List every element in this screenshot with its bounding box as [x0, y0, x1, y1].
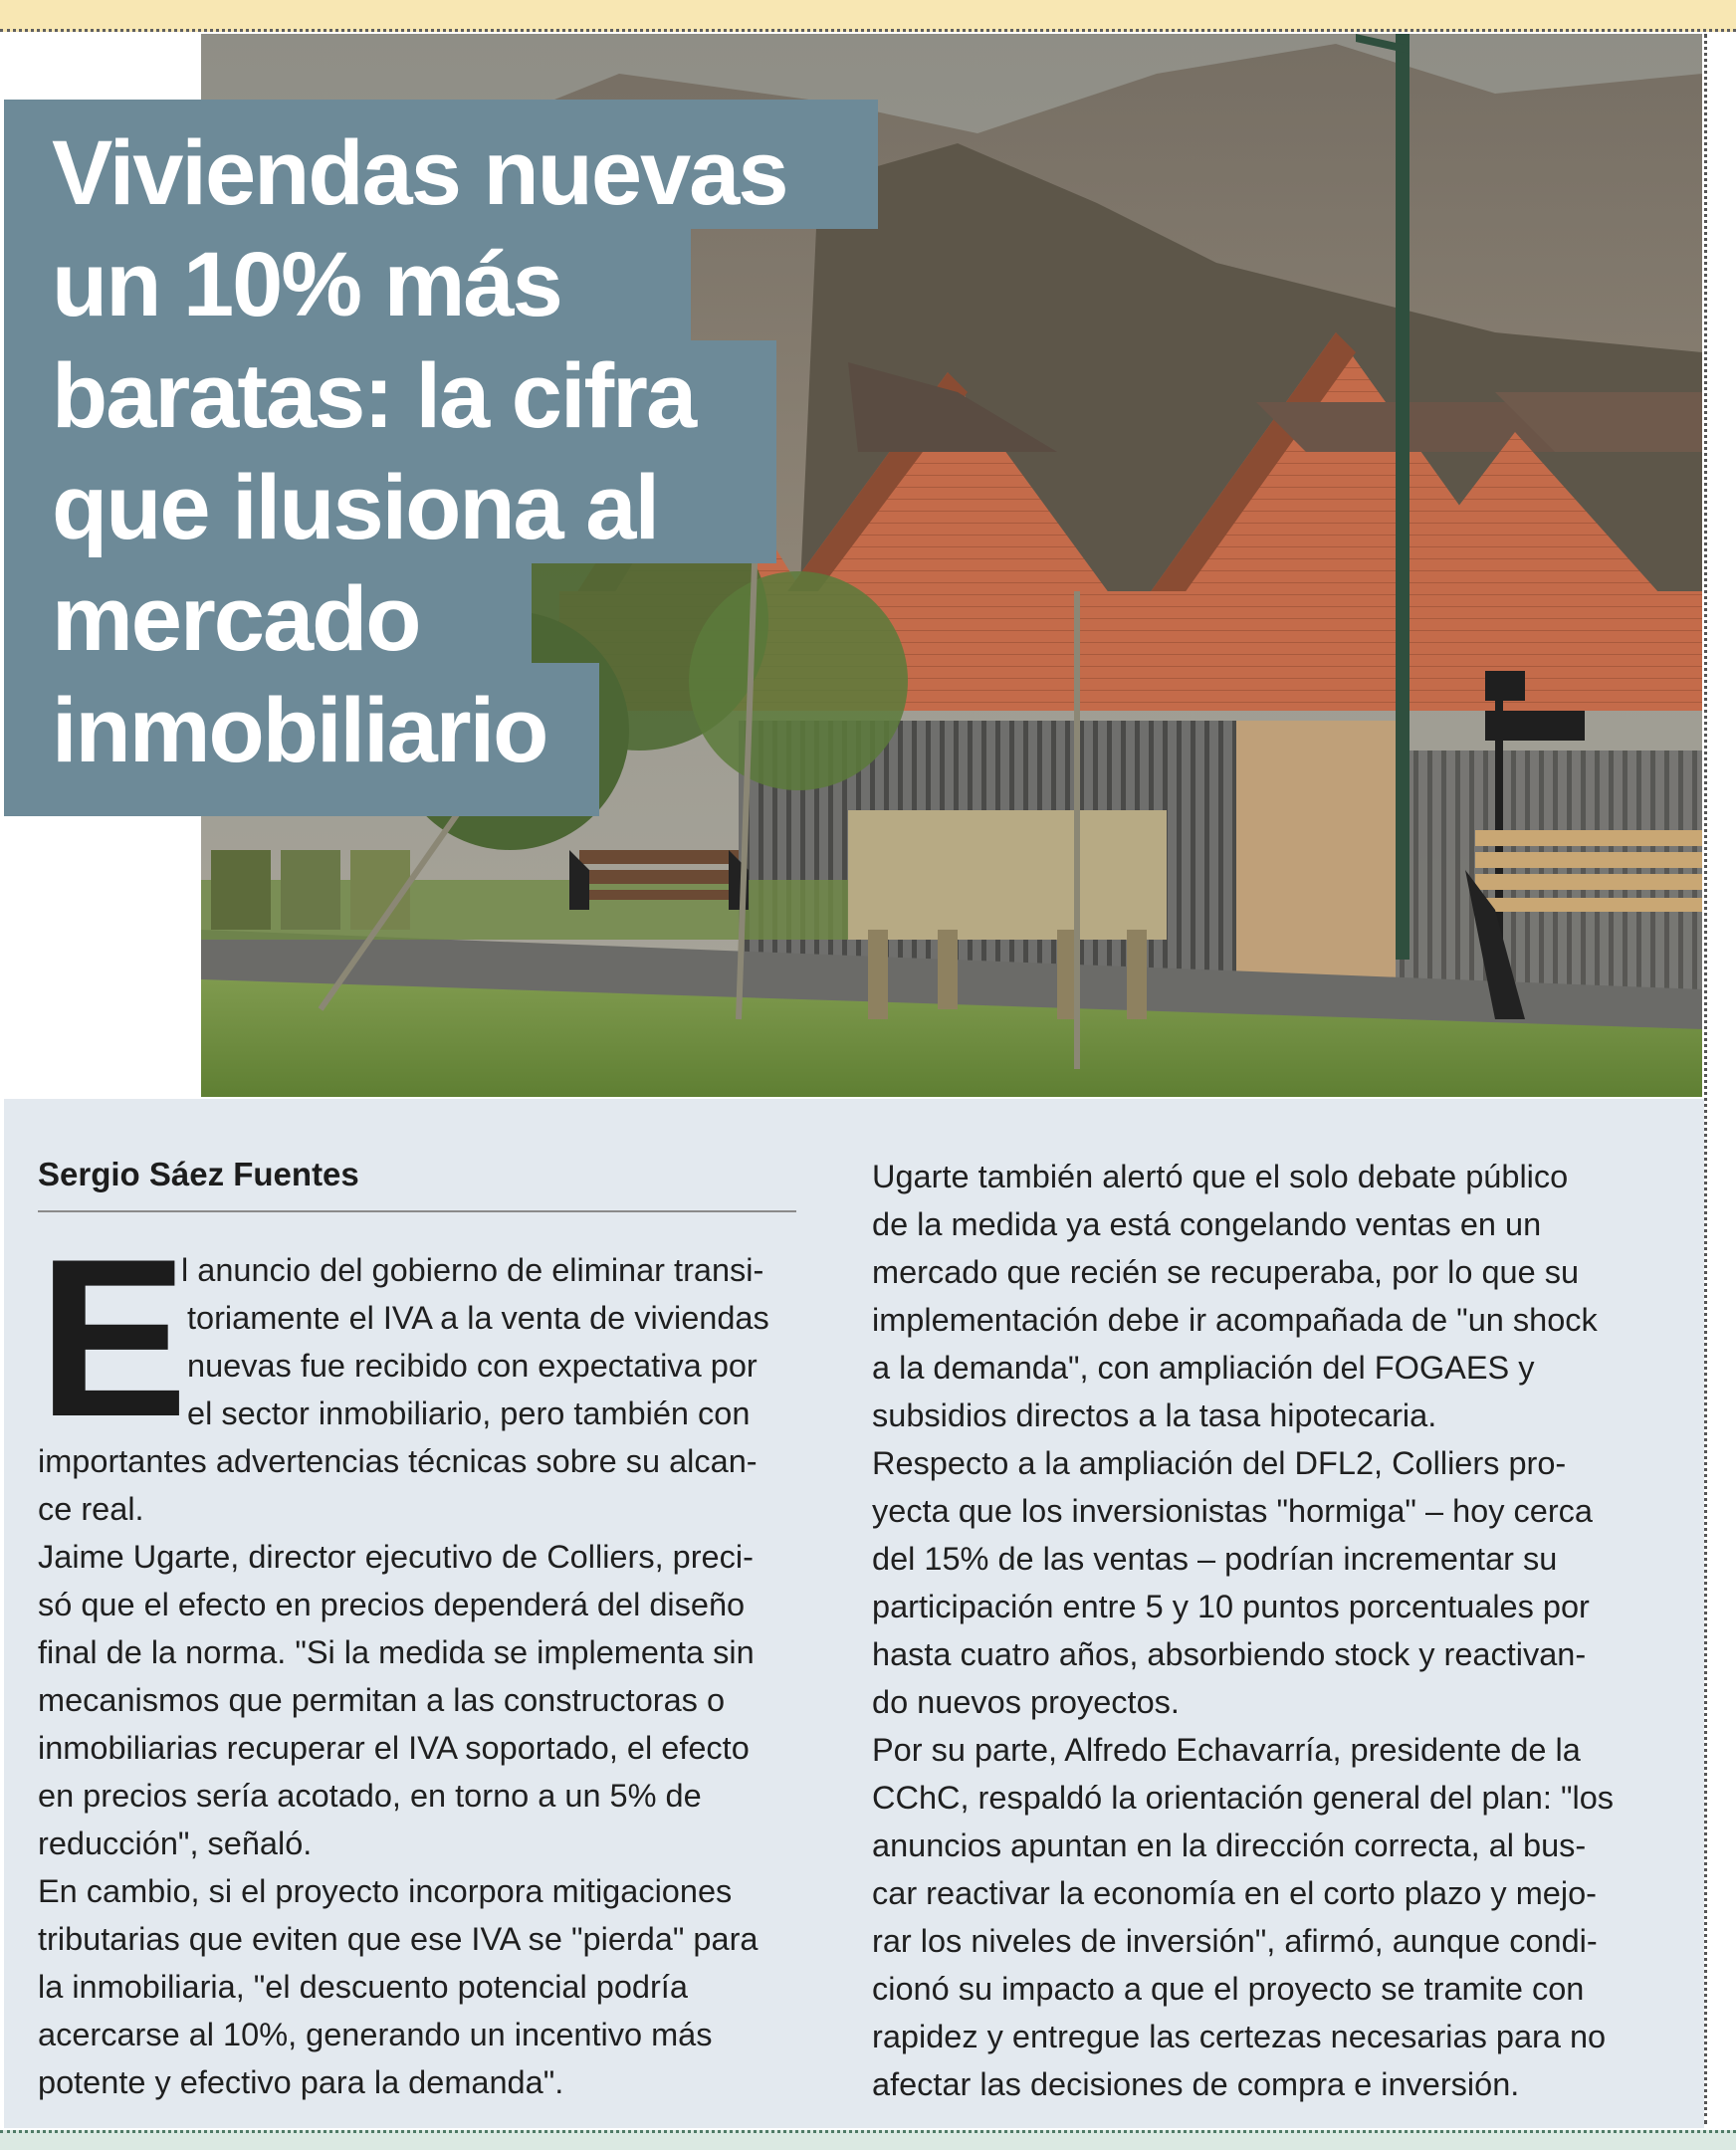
body-line: final de la norma. "Si la medida se implementa sin: [38, 1634, 755, 1670]
top-color-band: [0, 0, 1736, 32]
bottom-dotted-rule: [0, 2130, 1736, 2150]
right-column: [872, 1153, 1668, 2108]
left-column: [38, 1211, 824, 2106]
body-line: implementación debe ir acompañada de "un shock: [872, 1302, 1598, 1338]
body-line: nuevas fue recibido con expectativa por: [187, 1348, 758, 1384]
headline-line: mercado: [52, 568, 420, 670]
body-line: inmobiliarias recuperar el IVA soportado, el efecto: [38, 1730, 750, 1766]
body-line: rar los niveles de inversión", afirmó, aunque condi-: [872, 1923, 1598, 1959]
body-line: Ugarte también alertó que el solo debate público: [872, 1159, 1569, 1194]
body-line: yecta que los inversionistas "hormiga" – hoy cerca: [872, 1493, 1593, 1529]
body-line: potente y efectivo para la demanda".: [38, 2064, 564, 2100]
body-line: do nuevos proyectos.: [872, 1684, 1180, 1720]
body-line: subsidios directos a la tasa hipotecaria.: [872, 1398, 1437, 1433]
body-line: CChC, respaldó la orientación general del plan: "los: [872, 1780, 1615, 1816]
body-line: del 15% de las ventas – podrían incrementar su: [872, 1541, 1558, 1577]
body-line: tributarias que eviten que ese IVA se "pierda" para: [38, 1921, 759, 1957]
body-line: de la medida ya está congelando ventas en un: [872, 1206, 1542, 1242]
headline-line: un 10% más: [52, 234, 561, 335]
body-line: l anuncio del gobierno de eliminar transi-: [181, 1252, 764, 1288]
body-line: acercarse al 10%, generando un incentivo más: [38, 2017, 713, 2052]
body-line: Respecto a la ampliación del DFL2, Colliers pro-: [872, 1445, 1567, 1481]
body-line: afectar las decisiones de compra e inversión.: [872, 2066, 1520, 2102]
body-line: mecanismos que permitan a las constructoras o: [38, 1682, 726, 1718]
headline-line: inmobiliario: [52, 680, 547, 781]
body-line: mercado que recién se recuperaba, por lo que su: [872, 1254, 1580, 1290]
headline: [52, 117, 908, 786]
body-line: Jaime Ugarte, director ejecutivo de Colliers, preci-: [38, 1539, 754, 1575]
body-line: el sector inmobiliario, pero también con: [187, 1396, 751, 1431]
headline-line: que ilusiona al: [52, 457, 659, 558]
right-dotted-rule: [1704, 34, 1707, 2124]
body-line: reducción", señaló.: [38, 1826, 313, 1861]
body-line: importantes advertencias técnicas sobre su alcan-: [38, 1443, 758, 1479]
body-line: car reactivar la economía en el corto plazo y mejo-: [872, 1875, 1597, 1911]
headline-line: baratas: la cifra: [52, 345, 696, 447]
body-line: só que el efecto en precios dependerá del diseño: [38, 1587, 746, 1622]
body-line: rapidez y entregue las certezas necesarias para no: [872, 2019, 1607, 2054]
body-line: cionó su impacto a que el proyecto se tramite con: [872, 1971, 1585, 2007]
body-line: Por su parte, Alfredo Echavarría, presidente de la: [872, 1732, 1581, 1768]
body-line: hasta cuatro años, absorbiendo stock y reactivan-: [872, 1636, 1587, 1672]
body-line: toriamente el IVA a la venta de viviendas: [187, 1300, 769, 1336]
body-line: en precios sería acotado, en torno a un 5% de: [38, 1778, 702, 1814]
byline: Sergio Sáez Fuentes: [38, 1153, 796, 1212]
drop-cap: E: [38, 1211, 188, 1463]
body-line: la inmobiliaria, "el descuento potencial podría: [38, 1969, 688, 2005]
headline-line: Viviendas nuevas: [52, 122, 787, 224]
body-line: anuncios apuntan en la dirección correcta, al bus-: [872, 1828, 1587, 1863]
body-line: a la demanda", con ampliación del FOGAES y: [872, 1350, 1535, 1386]
body-line: participación entre 5 y 10 puntos porcentuales por: [872, 1589, 1590, 1624]
body-line: ce real.: [38, 1491, 144, 1527]
body-line: En cambio, si el proyecto incorpora mitigaciones: [38, 1873, 733, 1909]
